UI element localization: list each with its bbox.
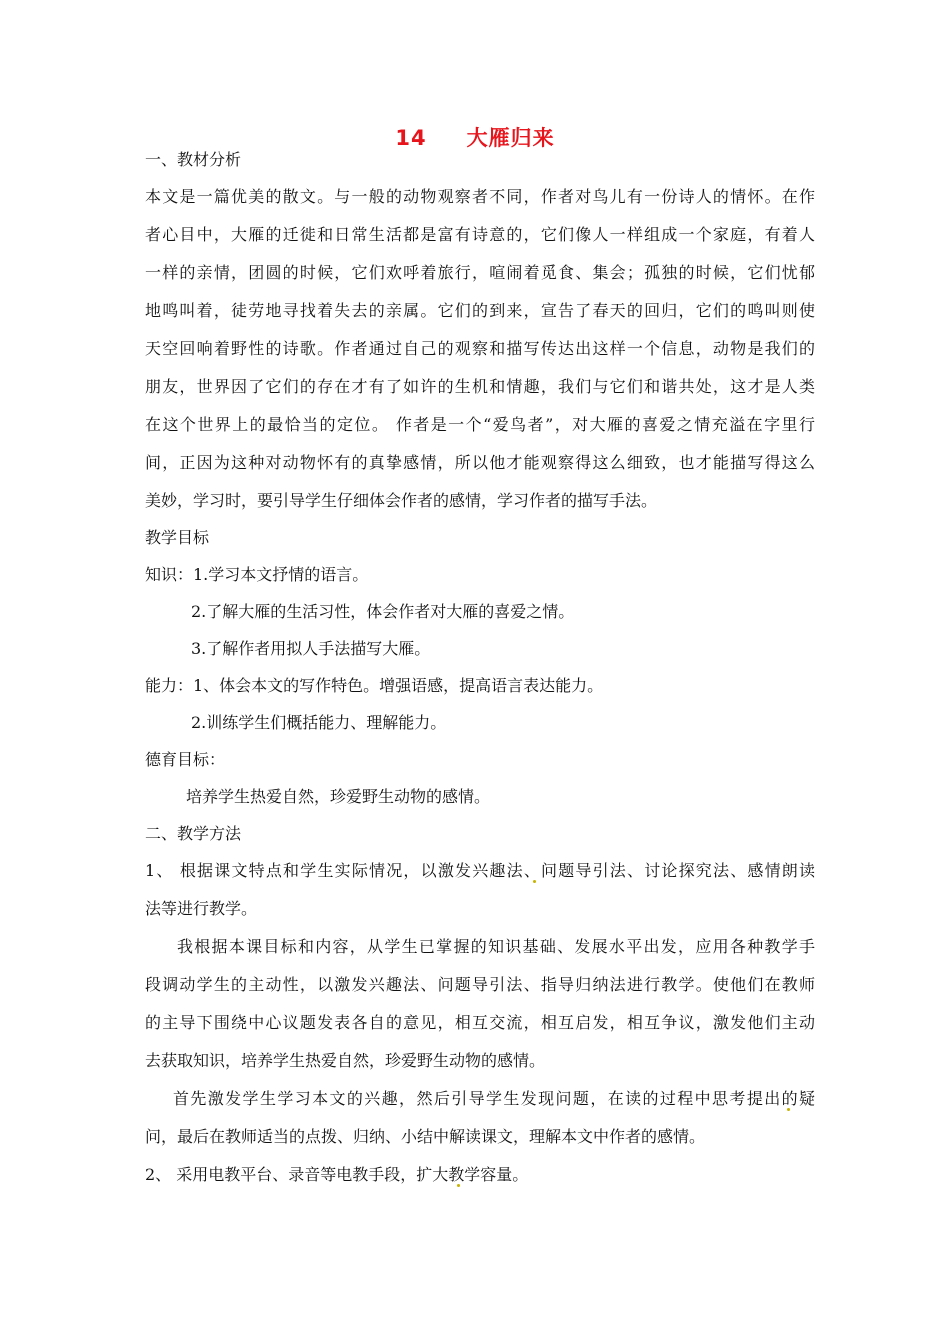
ability-goal: 2.训练学生们概括能力、理解能力。 [191, 713, 447, 732]
section-heading-textbook-analysis: 一、教材分析 [145, 150, 242, 169]
knowledge-goal: 知识：1.学习本文抒情的语言。 [145, 565, 369, 584]
scan-speck [457, 1184, 460, 1187]
lesson-number: 14 [395, 126, 427, 150]
method-paragraph-line: 去获取知识，培养学生热爱自然，珍爱野生动物的感情。 [145, 1051, 546, 1070]
scan-speck [533, 880, 536, 883]
method-item-line: 2、 采用电教平台、录音等电教手段，扩大教学容量。 [145, 1165, 529, 1184]
ability-goal: 能力：1、体会本文的写作特色。增强语感，提高语言表达能力。 [145, 676, 604, 695]
method-paragraph-line: 我根据本课目标和内容，从学生已掌握的知识基础、发展水平出发，应用各种教学手 [177, 937, 815, 956]
method-item-line: 法等进行教学。 [145, 899, 258, 918]
analysis-line: 者心目中，大雁的迁徙和日常生活都是富有诗意的，它们像人一样组成一个家庭，有着人 [145, 225, 815, 244]
analysis-line: 一样的亲情，团圆的时候，它们欢呼着旅行，喧闹着觅食、集会；孤独的时候，它们忧郁 [145, 263, 815, 282]
analysis-line: 天空回响着野性的诗歌。作者通过自己的观察和描写传达出这样一个信息，动物是我们的 [145, 339, 815, 358]
section-heading-teaching-methods: 二、教学方法 [145, 824, 242, 843]
knowledge-goal: 3.了解作者用拟人手法描写大雁。 [191, 639, 431, 658]
lesson-title: 大雁归来 [466, 126, 555, 150]
moral-goal-text: 培养学生热爱自然，珍爱野生动物的感情。 [186, 787, 491, 806]
goals-heading: 教学目标 [145, 528, 210, 547]
moral-goal-heading: 德育目标： [145, 750, 226, 769]
analysis-line: 本文是一篇优美的散文。与一般的动物观察者不同，作者对鸟儿有一份诗人的情怀。在作 [145, 187, 815, 206]
method-paragraph-line: 首先激发学生学习本文的兴趣，然后引导学生发现问题，在读的过程中思考提出的疑 [173, 1089, 815, 1108]
page-title [0, 122, 950, 152]
analysis-line: 地鸣叫着，徒劳地寻找着失去的亲属。它们的到来，宣告了春天的回归，它们的鸣叫则使 [145, 301, 815, 320]
analysis-line: 在这个世界上的最恰当的定位。 作者是一个“爱鸟者”，对大雁的喜爱之情充溢在字里行 [145, 415, 815, 434]
analysis-line: 美妙，学习时，要引导学生仔细体会作者的感情，学习作者的描写手法。 [145, 491, 658, 510]
analysis-line: 间，正因为这种对动物怀有的真挚感情，所以他才能观察得这么细致，也才能描写得这么 [145, 453, 815, 472]
method-paragraph-line: 的主导下围绕中心议题发表各自的意见，相互交流，相互启发，相互争议，激发他们主动 [145, 1013, 815, 1032]
method-item-line: 1、 根据课文特点和学生实际情况，以激发兴趣法、问题导引法、讨论探究法、感情朗读 [145, 861, 815, 880]
method-paragraph-line: 问，最后在教师适当的点拨、归纳、小结中解读课文，理解本文中作者的感情。 [145, 1127, 706, 1146]
knowledge-goal: 2.了解大雁的生活习性，体会作者对大雁的喜爱之情。 [191, 602, 575, 621]
scan-speck [787, 1108, 790, 1111]
method-paragraph-line: 段调动学生的主动性，以激发兴趣法、问题导引法、指导归纳法进行教学。使他们在教师 [145, 975, 815, 994]
analysis-line: 朋友，世界因了它们的存在才有了如许的生机和情趣，我们与它们和谐共处，这才是人类 [145, 377, 815, 396]
